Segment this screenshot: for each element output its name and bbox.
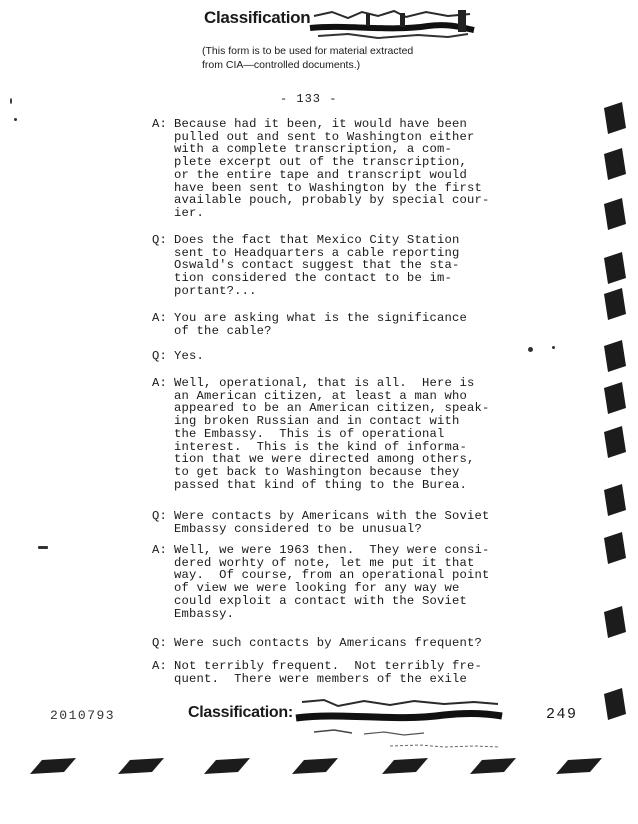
binding-mark — [556, 758, 602, 774]
qa-line: Because had it been, it would have been — [174, 117, 468, 131]
qa-line: plete excerpt out of the transcription, — [174, 155, 468, 170]
qa-line: portant?... — [174, 283, 257, 298]
qa-line: with a complete transcription, a com- — [174, 142, 453, 157]
qa-block — [152, 660, 482, 685]
qa-line: pulled out and sent to Washington either — [174, 129, 475, 144]
qa-block — [152, 312, 467, 337]
qa-block — [152, 234, 460, 298]
qa-line: Embassy considered to be unusual? — [174, 521, 422, 536]
speaker-label: Q: — [152, 509, 168, 523]
speaker-label: A: — [152, 543, 168, 557]
binding-mark — [30, 758, 76, 774]
speaker-label: Q: — [152, 233, 168, 247]
binding-mark — [604, 688, 626, 720]
speaker-label: A: — [152, 376, 168, 390]
binding-mark — [292, 758, 338, 774]
qa-line: sent to Headquarters a cable reporting — [174, 245, 460, 260]
qa-block — [152, 118, 490, 220]
qa-block — [152, 377, 490, 491]
scan-speck — [14, 118, 17, 121]
binding-mark — [604, 340, 626, 372]
qa-line: could exploit a contact with the Soviet — [174, 593, 468, 608]
qa-line: Oswald's contact suggest that the sta- — [174, 258, 460, 273]
qa-text — [174, 637, 482, 650]
qa-line: or the entire tape and transcript would — [174, 167, 468, 182]
qa-block — [152, 510, 490, 535]
scan-speck — [528, 347, 533, 352]
qa-block — [152, 544, 490, 620]
qa-line: ier. — [174, 205, 205, 220]
binding-mark — [604, 102, 626, 134]
form-note-line-2: from CIA—controlled documents.) — [202, 59, 361, 71]
binding-mark — [604, 198, 626, 230]
binding-mark — [204, 758, 250, 774]
qa-line: Were contacts by Americans with the Soviet — [174, 509, 490, 523]
scan-speck — [552, 346, 555, 349]
binding-marks-right — [600, 96, 630, 756]
redaction-stamp-bottom — [294, 696, 504, 754]
qa-text — [174, 234, 460, 298]
qa-line: Were such contacts by Americans frequent? — [174, 636, 483, 650]
qa-line: tion considered the contact to be im- — [174, 271, 453, 286]
qa-text — [174, 660, 482, 685]
qa-line: Does the fact that Mexico City Station — [174, 233, 460, 247]
binding-mark — [470, 758, 516, 774]
qa-line: passed that kind of thing to the Burea. — [174, 477, 468, 492]
speaker-label: Q: — [152, 636, 168, 650]
qa-text — [174, 544, 490, 620]
binding-mark — [604, 382, 626, 414]
qa-text — [174, 350, 204, 363]
qa-line: ing broken Russian and in contact with — [174, 414, 460, 429]
qa-line: have been sent to Washington by the first — [174, 180, 483, 195]
speaker-label: Q: — [152, 349, 168, 363]
qa-line: available pouch, probably by special cour- — [174, 193, 490, 208]
qa-text — [174, 312, 467, 337]
binding-mark — [604, 252, 626, 284]
qa-text — [174, 377, 490, 491]
speaker-label: A: — [152, 311, 168, 325]
qa-text — [174, 510, 490, 535]
binding-mark — [382, 758, 428, 774]
qa-line: of the cable? — [174, 323, 272, 338]
form-note — [202, 44, 482, 72]
binding-mark — [118, 758, 164, 774]
binding-mark — [604, 148, 626, 180]
speaker-label: A: — [152, 117, 168, 131]
qa-line: Embassy. — [174, 606, 235, 621]
page-mark: 249 — [546, 706, 578, 723]
qa-line: Well, operational, that is all. Here is — [174, 376, 475, 390]
qa-block — [152, 350, 204, 363]
qa-line: Not terribly frequent. Not terribly fre- — [174, 659, 483, 673]
qa-line: the Embassy. This is of operational — [174, 426, 445, 441]
binding-mark — [604, 288, 626, 320]
binding-mark — [604, 532, 626, 564]
qa-line: dered worhty of note, let me put it that — [174, 555, 475, 570]
speaker-label: A: — [152, 659, 168, 673]
qa-line: Well, we were 1963 then. They were consi- — [174, 543, 490, 557]
binding-mark — [604, 484, 626, 516]
qa-line: tion that we were directed among others, — [174, 452, 475, 467]
qa-block — [152, 637, 482, 650]
classification-footer: Classification: — [188, 704, 293, 721]
scan-speck — [38, 546, 48, 549]
qa-line: appeared to be an American citizen, speak- — [174, 401, 490, 416]
qa-line: of view we were looking for any way we — [174, 581, 460, 596]
qa-line: to get back to Washington because they — [174, 464, 460, 479]
page-number: - 133 - — [280, 92, 338, 106]
qa-line: You are asking what is the significance — [174, 311, 468, 325]
binding-mark — [604, 606, 626, 638]
binding-marks-bottom — [0, 752, 638, 780]
qa-line: an American citizen, at least a man who — [174, 388, 468, 403]
qa-line: interest. This is the kind of informa- — [174, 439, 468, 454]
document-number: 2010793 — [50, 708, 116, 723]
form-note-line-1: (This form is to be used for material extracted — [202, 45, 414, 57]
qa-text — [174, 118, 490, 220]
binding-mark — [604, 426, 626, 458]
qa-line: Yes. — [174, 349, 205, 363]
scan-speck — [10, 98, 12, 104]
qa-line: way. Of course, from an operational point — [174, 568, 490, 583]
classification-header: Classification — [204, 8, 311, 27]
qa-line: quent. There were members of the exile — [174, 671, 468, 686]
